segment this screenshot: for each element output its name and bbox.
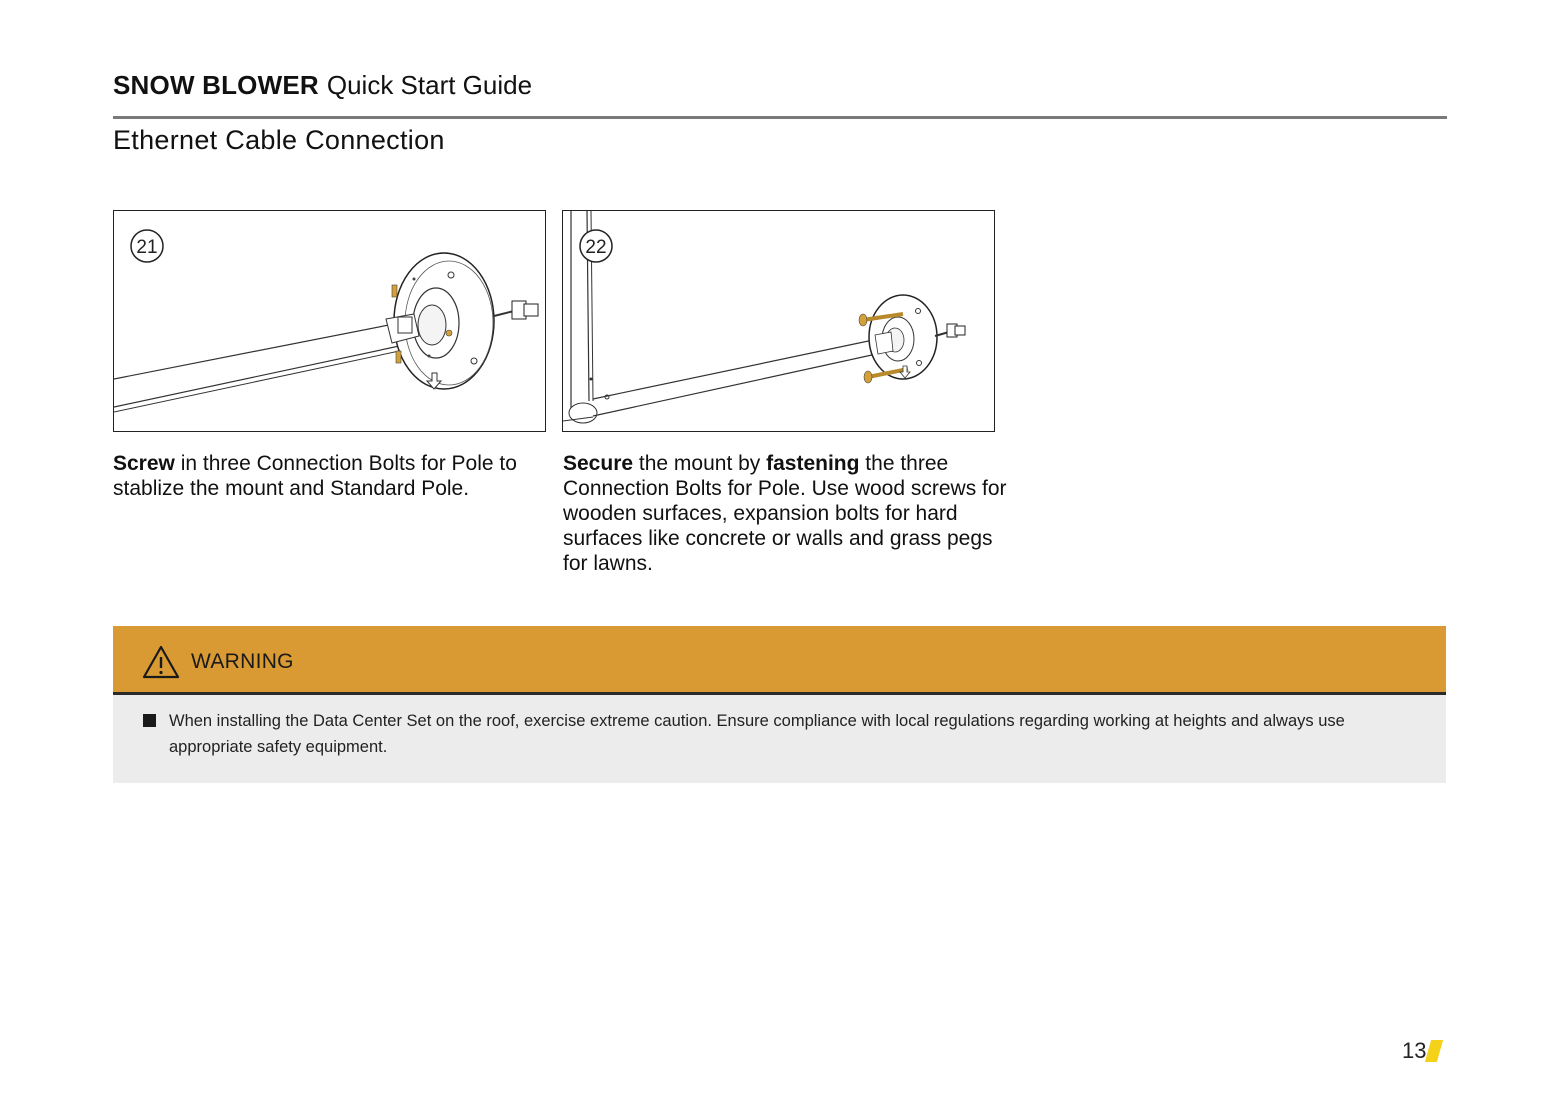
- step-number: 22: [585, 237, 607, 258]
- warning-icon: [141, 644, 181, 685]
- guide-subtitle: Quick Start Guide: [326, 70, 533, 100]
- warning-text: When installing the Data Center Set on the roof, exercise extreme caution. Ensure compliance with local regulations regarding working at heights and always use appropriate safety equipment.: [169, 712, 1345, 756]
- step-22-text-part1: the mount by: [633, 452, 767, 475]
- product-name: SNOW BLOWER: [113, 70, 319, 100]
- header-divider: [113, 116, 1447, 119]
- page-number: 13: [1402, 1038, 1427, 1063]
- step-22-caption: [563, 451, 1013, 576]
- document-header: [113, 70, 532, 101]
- step-21-caption: [113, 451, 551, 501]
- section-title: Ethernet Cable Connection: [113, 125, 445, 155]
- page-accent-mark: [1425, 1040, 1443, 1062]
- step-number: 21: [136, 237, 158, 258]
- step-21-text: in three Connection Bolts for Pole to stablize the mount and Standard Pole.: [113, 452, 517, 500]
- step-22-illustration: [562, 210, 995, 432]
- step-21-illustration: [113, 210, 546, 432]
- warning-header: [113, 626, 1446, 695]
- step-22-action-2: fastening: [766, 452, 860, 475]
- warning-body: [113, 695, 1446, 783]
- step-22-action: Secure: [563, 452, 634, 475]
- warning-title: WARNING: [191, 650, 294, 673]
- step-22-text-part2: the three Connection Bolts for Pole. Use wood screws for wooden surfaces, expansion bolts for hard surfaces like concrete or walls and grass pegs for lawns.: [563, 452, 1007, 575]
- bullet-icon: [143, 714, 156, 727]
- step-21-action: Screw: [113, 452, 175, 475]
